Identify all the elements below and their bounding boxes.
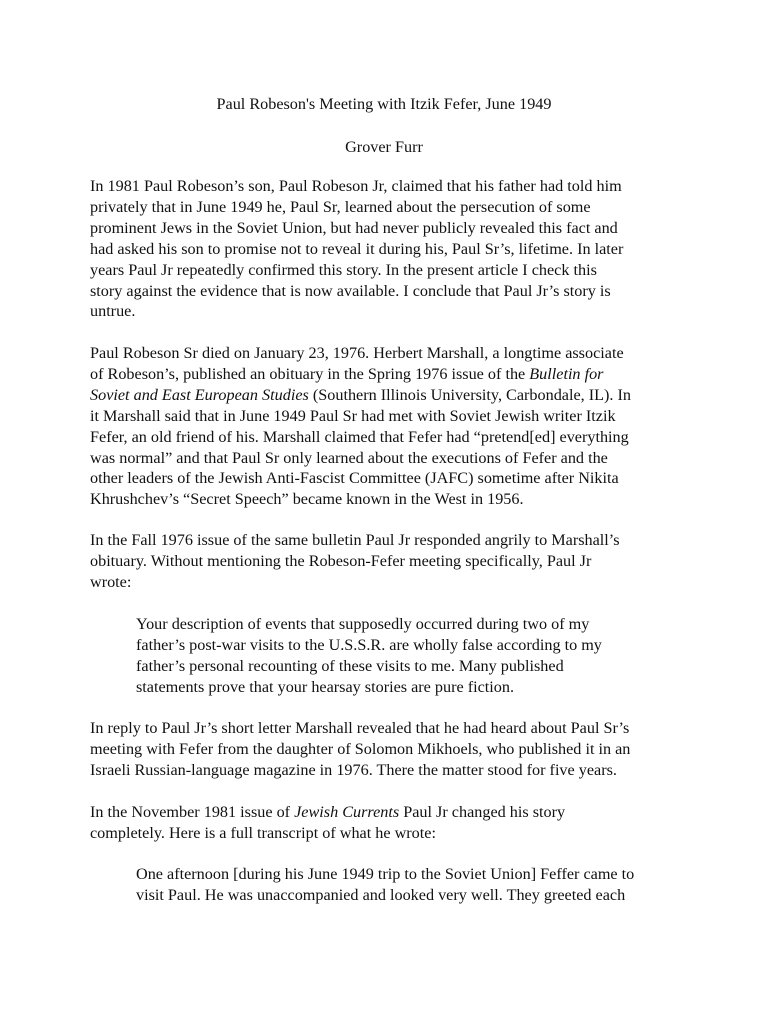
- journal-title: Soviet and East European Studies: [90, 385, 309, 404]
- paragraph-reply: [90, 530, 690, 593]
- author-name: Grover Furr: [345, 138, 423, 156]
- text-line: years Paul Jr repeatedly confirmed this story. In the present article I check this: [90, 260, 597, 279]
- text-line: In reply to Paul Jr’s short letter Marshall revealed that he had heard about Paul Sr’s: [90, 719, 630, 737]
- text-segment: Paul Jr changed his story: [399, 803, 566, 821]
- text-line: Your description of events that supposedly occurred during two of my: [136, 615, 590, 633]
- text-line: it Marshall said that in June 1949 Paul Sr had met with Soviet Jewish writer Itzik: [90, 406, 616, 425]
- text-line: completely. Here is a full transcript of what he wrote:: [90, 823, 436, 842]
- text-line: visit Paul. He was unaccompanied and looked very well. They greeted each: [136, 885, 626, 904]
- text-line: prominent Jews in the Soviet Union, but had never publicly revealed this fact and: [90, 218, 618, 237]
- paragraph-obituary: [90, 343, 690, 510]
- text-segment: (Southern Illinois University, Carbondale, IL). In: [308, 385, 631, 404]
- text-line: Paul Robeson Sr died on January 23, 1976. Herbert Marshall, a longtime associate: [90, 344, 624, 362]
- text-line: obituary. Without mentioning the Robeson-Fefer meeting specifically, Paul Jr: [90, 551, 592, 570]
- text-line: statements prove that your hearsay stories are pure fiction.: [136, 677, 515, 696]
- text-line: Khrushchev’s “Secret Speech” became known in the West in 1956.: [90, 490, 524, 509]
- text-line: In the Fall 1976 issue of the same bulletin Paul Jr responded angrily to Marshall’s: [90, 531, 620, 549]
- document-title: Paul Robeson's Meeting with Itzik Fefer, June 1949: [216, 95, 552, 113]
- text-line: wrote:: [90, 572, 132, 591]
- text-line: untrue.: [90, 302, 136, 321]
- text-line: privately that in June 1949 he, Paul Sr, learned about the persecution of some: [90, 197, 591, 216]
- paragraph-intro: [90, 176, 690, 322]
- text-line: [90, 802, 690, 823]
- text-line: had asked his son to promise not to reveal it during his, Paul Sr’s, lifetime. In later: [90, 239, 624, 258]
- block-quote-letter: [136, 614, 736, 698]
- text-line: Fefer, an old friend of his. Marshall claimed that Fefer had “pretend[ed] everything: [90, 427, 629, 446]
- journal-title: Jewish Currents: [294, 803, 400, 821]
- text-line: other leaders of the Jewish Anti-Fascist Committee (JAFC) sometime after Nikita: [90, 469, 619, 488]
- text-line: One afternoon [during his June 1949 trip to the Soviet Union] Feffer came to: [136, 865, 635, 883]
- text-line: [90, 364, 690, 385]
- text-line: was normal” and that Paul Sr only learned about the executions of Fefer and the: [90, 448, 608, 467]
- block-quote-transcript: [136, 864, 736, 906]
- text-segment: of Robeson’s, published an obituary in the Spring 1976 issue of the: [90, 364, 526, 383]
- paragraph-jewish-currents: [90, 802, 690, 844]
- journal-title: Bulletin for: [529, 364, 604, 383]
- text-line: Israeli Russian-language magazine in 1976. There the matter stood for five years.: [90, 760, 617, 779]
- text-line: In 1981 Paul Robeson’s son, Paul Robeson Jr, claimed that his father had told him: [90, 177, 622, 195]
- text-line: father’s post-war visits to the U.S.S.R. are wholly false according to my: [136, 635, 602, 654]
- text-segment: In the November 1981 issue of: [90, 803, 291, 821]
- text-line: meeting with Fefer from the daughter of Solomon Mikhoels, who published it in an: [90, 739, 631, 758]
- text-line: father’s personal recounting of these visits to me. Many published: [136, 656, 564, 675]
- paragraph-marshall-reply: [90, 718, 690, 781]
- text-line: [90, 385, 690, 406]
- text-line: story against the evidence that is now available. I conclude that Paul Jr’s story is: [90, 281, 611, 300]
